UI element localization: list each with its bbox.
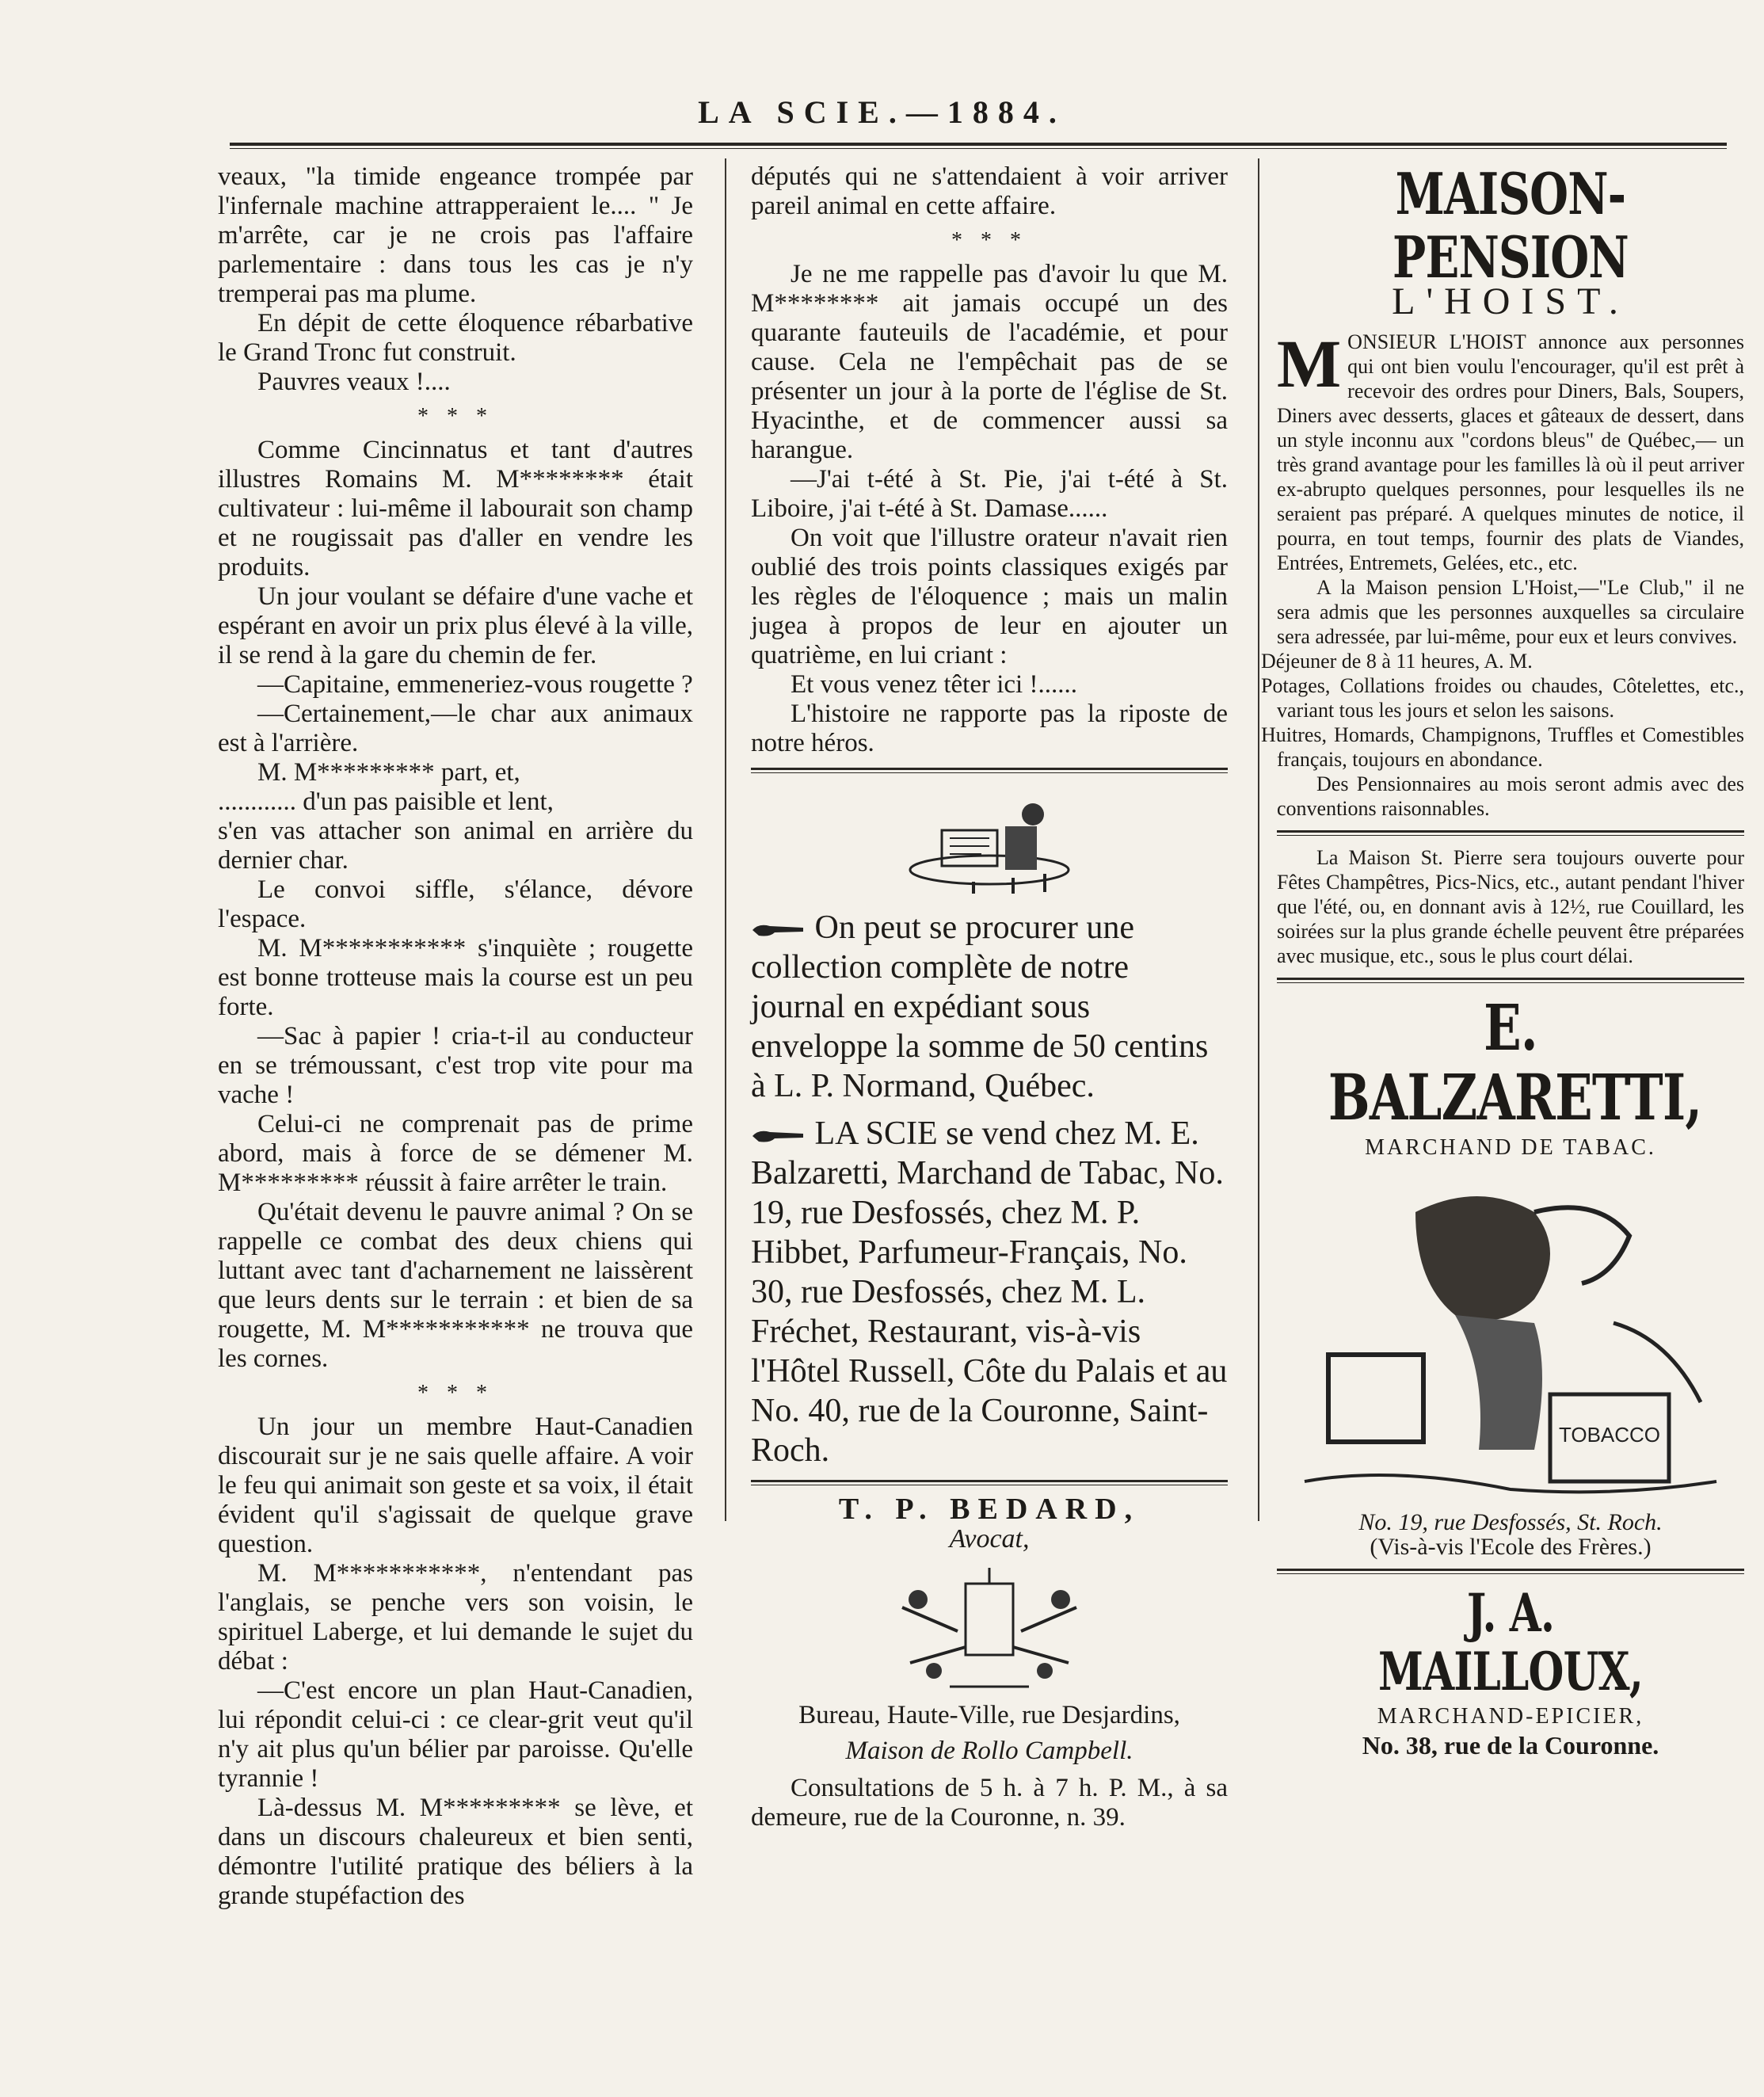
paragraph: Pauvres veaux !....: [257, 368, 451, 396]
tobacco-smoker-illustration-icon: [1297, 1165, 1724, 1505]
section-rule: [1277, 830, 1744, 836]
paragraph: Un jour un membre Haut-Canadien discourait sur je ne sais quelle affaire. A voir le feu qui animait son geste et sa voix, il était évident qu'il s'agissait de quelque grave question.: [218, 1413, 693, 1558]
paragraph: M. M********* part, et,: [257, 758, 520, 787]
collection-text: On peut se procurer une collection complète de notre journal en expédiant sous enveloppe la somme de 50 centins à L. P. Normand, Québec.: [751, 909, 1209, 1104]
menu-item: Huitres, Homards, Champignons, Truffles et Comestibles français, toujours en abondance.: [1261, 723, 1744, 771]
paragraph: s'en vas attacher son animal en arrière du dernier char.: [218, 817, 693, 875]
section-rule: [1277, 978, 1744, 983]
law-emblem-icon: [871, 1560, 1108, 1695]
drop-cap: M: [1277, 326, 1342, 402]
paragraph: En dépit de cette éloquence rébarbative le Grand Tronc fut construit.: [218, 309, 693, 367]
section-rule: [751, 768, 1228, 773]
tobacconist-landmark: (Vis-à-vis l'Ecole des Frères.): [1370, 1534, 1652, 1560]
paragraph: députés qui ne s'attendaient à voir arriver pareil animal en cette affaire.: [751, 162, 1228, 220]
lawyer-hours: Consultations de 5 h. à 7 h. P. M., à sa demeure, rue de la Couronne, n. 39.: [751, 1774, 1228, 1832]
paragraph: On voit que l'illustre orateur n'avait rien oublié des trois points classiques exigés par les règles de l'éloquence ; mais un malin jugea à propos de leur en ajouter un quatrième, en lui criant :: [751, 524, 1228, 669]
menu-item: Déjeuner de 8 à 11 heures, A. M.: [1261, 650, 1533, 673]
paragraph: L'histoire ne rapporte pas la riposte de notre héros.: [751, 700, 1228, 757]
quote-line: ............ d'un pas paisible et lent,: [218, 787, 554, 816]
boarding-house-title: MAISON-PENSION: [1392, 160, 1629, 291]
sales-text: LA SCIE se vend chez M. E. Balzaretti, Marchand de Tabac, No. 19, rue Desfossés, chez M. P. Hibbet, Parfumeur-Français, No. 30, rue Desfossés, chez M. L. Fréchet, Restaurant, vis-à-vis l'Hôtel Russell, Côte du Palais et au No. 40, rue de la Couronne, Saint-Roch.: [751, 1115, 1228, 1469]
boarding-house-subtitle: L'HOIST.: [1392, 280, 1629, 322]
paragraph: M. M*********** s'inquiète ; rougette est bonne trotteuse mais la course est un peu forte.: [218, 934, 693, 1021]
paragraph: Je ne me rappelle pas d'avoir lu que M. M******** ait jamais occupé un des quarante fauteuils de l'académie, et pour cause. Cela ne l'empêchait pas de se présenter un jour à la porte de l'église de St. Hyacinthe, et de commencer aussi sa harangue.: [751, 260, 1228, 464]
paragraph: Le convoi siffle, s'élance, dévore l'espace.: [218, 875, 693, 933]
section-rule: [751, 1480, 1228, 1485]
st-pierre-notice: La Maison St. Pierre sera toujours ouverte pour Fêtes Champêtres, Pics-Nics, etc., autant pendant l'hiver que l'été, ou, en donnant avis à 12½, rue Couillard, les soirées sur la plus grande échelle peuvent être préparées avec musique, etc., sous le plus court délai.: [1277, 846, 1744, 967]
boarding-house-intro: ONSIEUR L'HOIST annonce aux personnes qui ont bien voulu l'encourager, qu'il est prêt à recevoir des ordres pour Diners, Bals, Soupers, Diners avec desserts, glaces et gâteaux de dessert, dans un style inconnu aux "cordons bleus" de Québec,— un très grand avantage pour les familles là où il peut arriver ex-abrupto quelques personnes, pour lesquelles ils ne seraient pas préparé. A quelques minutes de notice, il pourra, en tout temps, fournir des plats de Viandes, Entrées, Entremets, Gelées, etc., etc.: [1277, 330, 1744, 574]
sales-notice: [751, 1114, 1228, 1470]
paragraph: Qu'était devenu le pauvre animal ? On se rappelle ce combat des deux chiens qui luttant avec tant d'acharnement ne laissèrent que leurs dents sur le terrain : et bien de sa rougette, M. M*********** ne trouva que les cornes.: [218, 1198, 693, 1373]
section-stars: * * *: [417, 404, 493, 429]
paragraph: —Sac à papier ! cria-t-il au conducteur en se trémoussant, c'est trop vite pour ma vache !: [218, 1022, 693, 1109]
paragraph: —Capitaine, emmeneriez-vous rougette ?: [257, 670, 693, 699]
tobacco-label: TOBACCO: [1558, 1423, 1661, 1447]
grocer-title: MARCHAND-EPICIER,: [1377, 1704, 1644, 1729]
club-notice: A la Maison pension L'Hoist,—"Le Club," il ne sera admis que les personnes auxquelles sa circulaire sera adressée, par lui-même, pour eux et leurs convives.: [1277, 576, 1744, 648]
boarders-notice: Des Pensionnaires au mois seront admis avec des conventions raisonnables.: [1277, 772, 1744, 820]
paragraph: veaux, "la timide engeance trompée par l'infernale machine attrapperaient le.... " Je m'arrête, car je ne crois pas l'affaire parlementaire : dans tous les cas je n'y tremperai pas ma plume.: [218, 162, 693, 308]
section-rule: [1277, 1569, 1744, 1574]
paragraph: Et vous venez têter ici !......: [791, 670, 1077, 699]
advertisement-column: [1261, 160, 1744, 1760]
grocer-name: J. A. MAILLOUX,: [1378, 1582, 1643, 1702]
article-column-1: [218, 162, 693, 1911]
paragraph: —J'ai t-été à St. Pie, j'ai t-été à St. Liboire, j'ai t-été à St. Damase......: [751, 465, 1228, 523]
grocer-address: No. 38, rue de la Couronne.: [1362, 1731, 1659, 1760]
tobacconist-address: No. 19, rue Desfossés, St. Roch.: [1358, 1509, 1663, 1535]
paragraph: Comme Cincinnatus et tant d'autres illustres Romains M. M******** était cultivateur : lui-même il labourait son champ et ne rougissait pas d'aller en vendre les produits.: [218, 436, 693, 581]
tobacconist-title: MARCHAND DE TABAC.: [1365, 1135, 1656, 1160]
tobacconist-name: E. BALZARETTI,: [1328, 990, 1702, 1134]
pointing-hand-icon: [751, 921, 806, 939]
paragraph: —C'est encore un plan Haut-Canadien, lui répondit celui-ci : ce clear-grit veut qu'il n'y ait plus qu'un bélier par paroisse. Qu'elle tyrannie !: [218, 1676, 693, 1793]
paragraph: Là-dessus M. M********* se lève, et dans un discours chaleureux et bien senti, démontre l'utilité pratique des béliers à la grande stupéfaction des: [218, 1794, 693, 1910]
section-stars: * * *: [951, 228, 1027, 253]
paragraph: Un jour voulant se défaire d'une vache et espérant en avoir un prix plus élevé à la ville, il se rend à la gare du chemin de fer.: [218, 582, 693, 669]
column-divider: [1258, 158, 1259, 1521]
collection-notice: [751, 908, 1228, 1106]
paragraph: —Certainement,—le char aux animaux est à l'arrière.: [218, 700, 693, 757]
lawyer-building: Maison de Rollo Campbell.: [845, 1737, 1133, 1765]
lawyer-title: Avocat,: [949, 1524, 1030, 1554]
paragraph: Celui-ci ne comprenait pas de prime abord, mais à force de se démener M. M********* réussit à faire arrêter le train.: [218, 1110, 693, 1197]
section-stars: * * *: [417, 1381, 493, 1405]
menu-item: Potages, Collations froides ou chaudes, Côtelettes, etc., variant tous les jours et selon les saisons.: [1261, 674, 1744, 722]
header-rule: [230, 143, 1727, 149]
paragraph: M. M***********, n'entendant pas l'anglais, se penche vers son voisin, le spirituel Laberge, et lui demande le sujet du débat :: [218, 1559, 693, 1676]
column-divider: [725, 158, 726, 1521]
pointing-hand-icon: [751, 1127, 806, 1145]
desk-engraving-icon: [894, 783, 1084, 902]
lawyer-name: T. P. BEDARD,: [838, 1493, 1141, 1526]
masthead: LA SCIE.—1884.: [698, 94, 1066, 130]
lawyer-office: Bureau, Haute-Ville, rue Desjardins,: [798, 1701, 1180, 1729]
article-column-2: [751, 162, 1228, 1832]
